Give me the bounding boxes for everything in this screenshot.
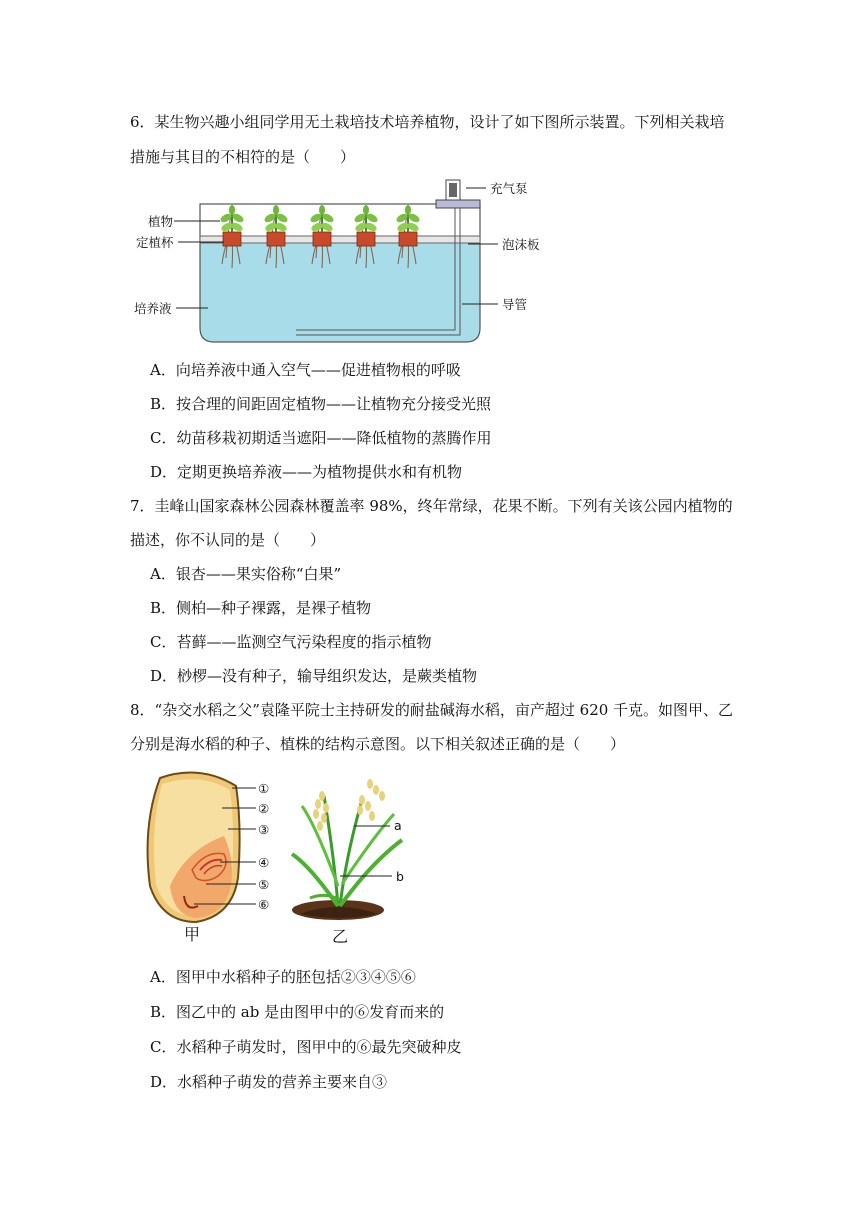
q6-option-b: B．按合理的间距固定植物——让植物充分接受光照 bbox=[150, 395, 492, 413]
label-tube: 导管 bbox=[502, 297, 528, 312]
label-n2: ② bbox=[258, 801, 270, 816]
pump-icon bbox=[436, 200, 480, 208]
q8-stem-line2: 分别是海水稻的种子、植株的结构示意图。以下相关叙述正确的是（ ） bbox=[130, 735, 626, 753]
label-a: a bbox=[394, 818, 402, 833]
q8-option-d: D．水稻种子萌发的营养主要来自③ bbox=[150, 1073, 388, 1091]
q7-option-a: A．银杏——果实俗称“白果” bbox=[150, 565, 342, 583]
q8-option-a: A．图甲中水稻种子的胚包括②③④⑤⑥ bbox=[150, 968, 416, 986]
q6-stem-line2: 措施与其目的不相符的是（ ） bbox=[130, 148, 356, 166]
label-n4: ④ bbox=[258, 855, 270, 870]
label-b: b bbox=[396, 869, 404, 884]
q6-option-d: D．定期更换培养液——为植物提供水和有机物 bbox=[150, 463, 463, 481]
q6-option-c: C．幼苗移栽初期适当遮阳——降低植物的蒸腾作用 bbox=[150, 429, 492, 447]
q6-stem-line1: 6．某生物兴趣小组同学用无土栽培技术培养植物，设计了如下图所示装置。下列相关栽培 bbox=[130, 113, 725, 131]
q7-option-b: B．侧柏—种子裸露，是裸子植物 bbox=[150, 599, 372, 617]
q8-option-b: B．图乙中的 ab 是由图甲中的⑥发育而来的 bbox=[150, 1003, 445, 1021]
q7-option-d: D．桫椤—没有种子，输导组织发达，是蕨类植物 bbox=[150, 667, 478, 685]
label-pump: 充气泵 bbox=[490, 181, 528, 196]
q7-stem-line2: 描述，你不认同的是（ ） bbox=[130, 531, 326, 549]
q7-stem-line1: 7．圭峰山国家森林公园森林覆盖率 98%，终年常绿，花果不断。下列有关该公园内植物的 bbox=[130, 497, 733, 515]
rice-figure bbox=[140, 766, 420, 946]
label-solution: 培养液 bbox=[134, 301, 172, 316]
tank-solution bbox=[200, 238, 480, 342]
rice-seed-diagram bbox=[148, 773, 240, 922]
label-foam: 泡沫板 bbox=[502, 237, 540, 252]
label-plant: 植物 bbox=[148, 214, 174, 229]
label-yi: 乙 bbox=[332, 927, 349, 946]
label-n5: ⑤ bbox=[258, 877, 270, 892]
hydroponics-figure bbox=[128, 178, 558, 348]
foam-board bbox=[200, 236, 480, 243]
q7-option-c: C．苔藓——监测空气污染程度的指示植物 bbox=[150, 633, 432, 651]
q8-stem-line1: 8．“杂交水稻之父”袁隆平院士主持研发的耐盐碱海水稻，亩产超过 620 千克。如图甲、乙 bbox=[130, 701, 734, 719]
label-n1: ① bbox=[258, 781, 270, 796]
label-n6: ⑥ bbox=[258, 897, 270, 912]
label-cup: 定植杯 bbox=[136, 235, 174, 250]
q8-option-c: C．水稻种子萌发时，图甲中的⑥最先突破种皮 bbox=[150, 1038, 462, 1056]
rice-plant-diagram bbox=[292, 779, 402, 920]
q6-option-a: A．向培养液中通入空气——促进植物根的呼吸 bbox=[150, 361, 461, 379]
label-n3: ③ bbox=[258, 822, 270, 837]
label-jia: 甲 bbox=[184, 925, 201, 944]
